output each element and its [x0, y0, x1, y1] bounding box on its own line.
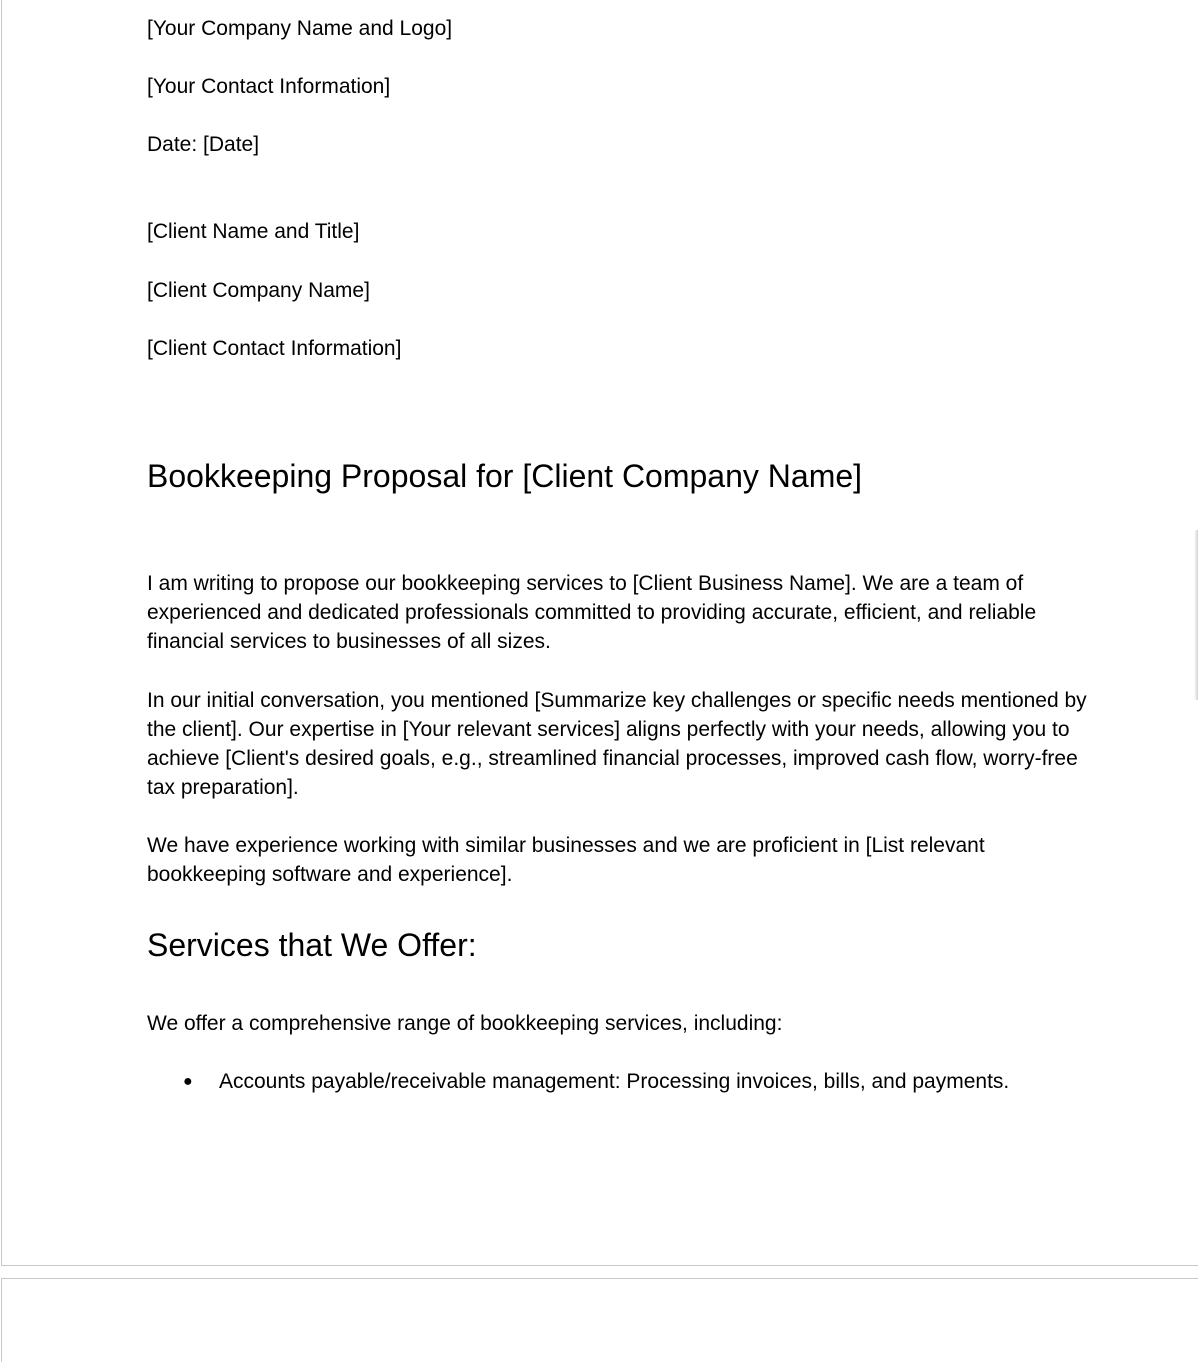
- document-page: [1, 0, 1198, 1266]
- scroll-edge-shadow: [1194, 530, 1198, 700]
- date-line: Date: [Date]: [147, 133, 260, 156]
- sender-contact-line: [Your Contact Information]: [147, 75, 391, 98]
- services-heading: Services that We Offer:: [147, 927, 477, 963]
- experience-paragraph: We have experience working with similar businesses and we are proficient in [List relevant bookkeeping software and experience].: [147, 834, 985, 886]
- services-intro: We offer a comprehensive range of bookkeeping services, including:: [147, 1012, 783, 1035]
- needs-paragraph: In our initial conversation, you mentioned [Summarize key challenges or specific needs mentioned by the client]. Our expertise in [Your relevant services] aligns perfectly with your needs, allowing you to achieve [Client's desired goals, e.g., streamlined financial processes, improved cash flow, worry-free tax preparation].: [147, 689, 1087, 799]
- sender-company-line: [Your Company Name and Logo]: [147, 17, 453, 40]
- proposal-title: Bookkeeping Proposal for [Client Company Name]: [147, 458, 863, 494]
- client-contact-line: [Client Contact Information]: [147, 337, 402, 360]
- list-item-text: Accounts payable/receivable management: Processing invoices, bills, and payments.: [219, 1070, 1010, 1093]
- document-page-next: [1, 1278, 1198, 1362]
- page-content: [147, 0, 1087, 1267]
- bullet-icon: ●: [183, 1073, 193, 1090]
- client-company-line: [Client Company Name]: [147, 279, 370, 302]
- intro-paragraph: I am writing to propose our bookkeeping services to [Client Business Name]. We are a team of experienced and dedicated professionals committed to providing accurate, efficient, and reliable financial services to businesses of all sizes.: [147, 572, 1037, 653]
- client-name-line: [Client Name and Title]: [147, 220, 360, 243]
